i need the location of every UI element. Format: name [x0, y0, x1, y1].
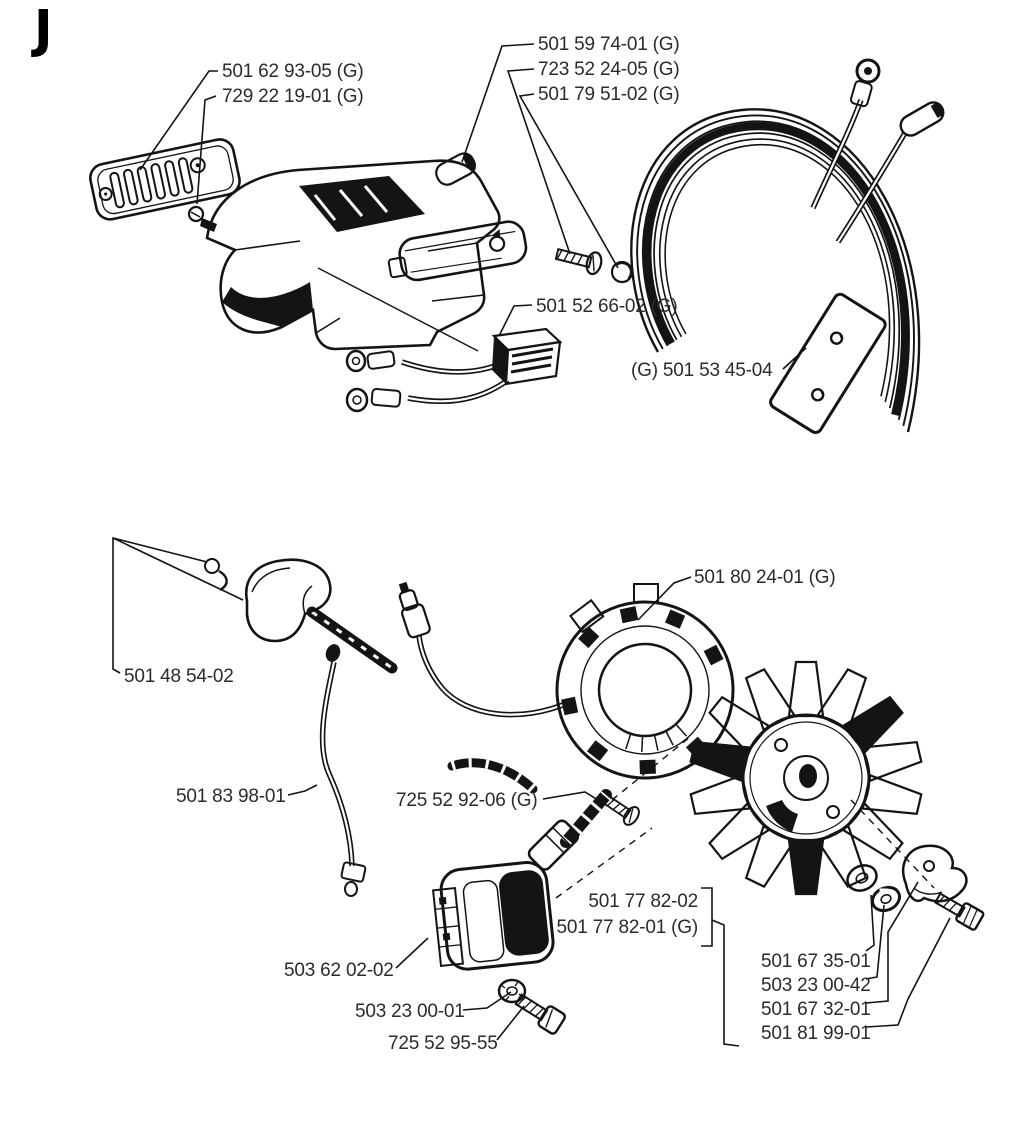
pawl-washer-drawing [843, 861, 880, 895]
callout-lead-wire: 501 83 98-01 [176, 786, 286, 807]
module-screw-drawing [513, 990, 567, 1035]
stop-switch-drawing [347, 329, 560, 411]
housing-drawing [207, 161, 499, 351]
stator-cable-drawing [393, 579, 570, 714]
bracket-washer-drawing [612, 262, 632, 282]
ground-wire-drawing [452, 763, 533, 789]
lead-wire-drawing [323, 642, 366, 896]
callout-stator-ring: 501 80 24-01 (G) [694, 567, 836, 588]
callout-module-washer: 503 23 00-01 [355, 1001, 465, 1022]
callout-grommet: 501 59 74-01 (G) [538, 34, 680, 55]
callout-pawl-screw: 501 81 99-01 [761, 1023, 871, 1044]
callout-pawl-washer: 501 67 35-01 [761, 951, 871, 972]
bracket-plate-drawing [385, 219, 528, 284]
callout-bracket-washer: 501 79 51-02 (G) [538, 84, 680, 105]
callout-stator-screw: 725 52 92-06 (G) [396, 790, 538, 811]
callout-pawl-lockwasher: 503 23 00-42 [761, 975, 871, 996]
callout-module-screw: 725 52 95-55 [388, 1033, 498, 1054]
section-letter: J [34, 0, 53, 60]
callout-spark-plug-boot: 501 48 54-02 [124, 666, 234, 687]
ignition-module-drawing [431, 795, 606, 972]
flywheel-drawing [689, 662, 923, 894]
callout-ignition-module: 503 62 02-02 [284, 960, 394, 981]
spark-plug-boot-drawing [205, 559, 392, 668]
callout-starter-pawl: 501 67 32-01 [761, 999, 871, 1020]
callout-flywheel-variant-b: 501 77 82-01 (G) [556, 917, 698, 938]
callout-vent-plate: 501 62 93-05 (G) [222, 61, 364, 82]
pawl-lockwasher-drawing [869, 883, 904, 915]
heater-strip-drawing [768, 292, 887, 435]
starter-pawl-drawing [903, 846, 966, 901]
callout-vent-screw: 729 22 19-01 (G) [222, 86, 364, 107]
callout-flywheel-variant-a: 501 77 82-02 [588, 891, 698, 912]
harness-wire-ring-terminal [813, 60, 879, 208]
callout-heater-strip: (G) 501 53 45-04 [631, 360, 773, 381]
module-washer-drawing [499, 980, 525, 1002]
bracket-screw-drawing [554, 243, 603, 275]
callout-stop-switch: 501 52 66-02 (G) [536, 296, 678, 317]
grommet-drawing [433, 150, 479, 188]
callout-bracket-screw: 723 52 24-05 (G) [538, 59, 680, 80]
